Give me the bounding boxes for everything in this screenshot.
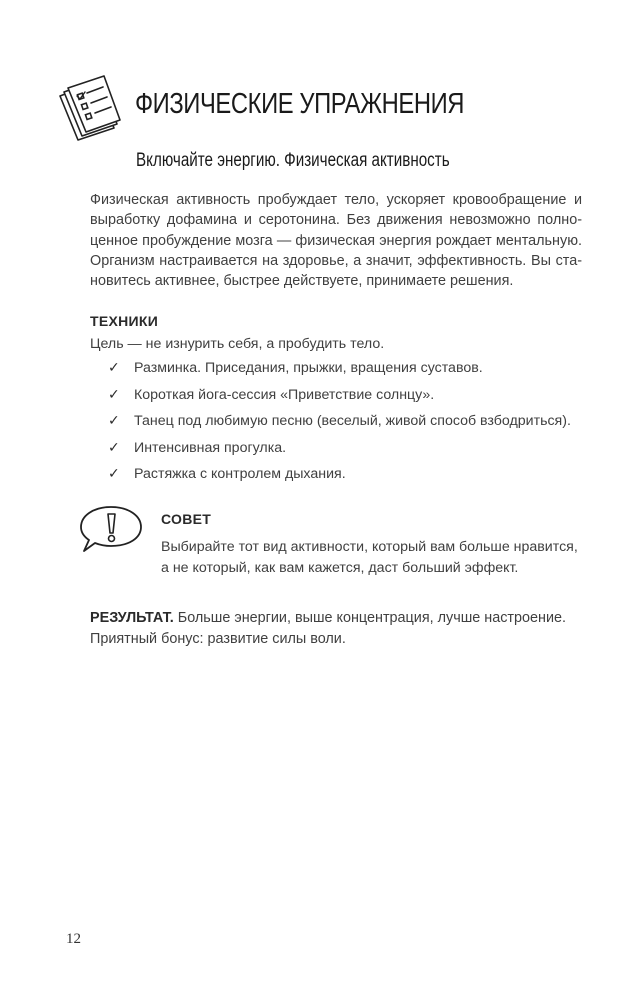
checkmark-icon: ✓ (108, 439, 120, 456)
tip-text: Выбирайте тот вид активности, который вам больше нравится, а не который, как вам кажется, даст больший эффект. (161, 539, 578, 576)
techniques-heading: ТЕХНИКИ (90, 313, 159, 329)
list-item-text: Танец под любимую песню (веселый, живой способ взбодриться). (134, 413, 571, 430)
list-item-text: Разминка. Приседания, прыжки, вращения суставов. (134, 360, 483, 376)
list-item-text: Интенсивная прогулка. (134, 439, 287, 456)
list-item (108, 440, 571, 467)
result-paragraph (90, 608, 582, 650)
checklist-papers-icon (56, 72, 126, 142)
result-text: Больше энергии, выше концентрация, лучше настроение. Приятный бонус: развитие силы воли. (90, 610, 566, 647)
checkmark-icon: ✓ (108, 386, 120, 403)
list-item (108, 387, 571, 414)
result-label: РЕЗУЛЬТАТ. (90, 610, 174, 626)
page-title: ФИЗИЧЕСКИЕ УПРАЖНЕНИЯ (135, 88, 465, 120)
page-subtitle: Включайте энергию. Физическая активность (136, 150, 450, 171)
list-item (108, 466, 571, 493)
tip-heading: СОВЕТ (161, 511, 212, 527)
checkmark-icon: ✓ (108, 466, 120, 483)
techniques-list (108, 360, 571, 493)
list-item (108, 360, 571, 387)
checkmark-icon: ✓ (108, 413, 120, 430)
exclamation-speech-bubble-icon (78, 504, 144, 554)
page-number: 12 (66, 931, 81, 947)
intro-paragraph: Физическая активность пробуждает тело, ускоряет кровообращение и выработку дофамина и серотонина. Без движения невозможно полноценное пробуждение мозга — физическая энергия рождает ментальную. Организм настраивается на здоровье, а значит, эффективность. Вы становитесь активнее, быстрее действуете, принимаете решения. (90, 192, 582, 290)
techniques-intro: Цель — не изнурить себя, а пробудить тело. (90, 336, 385, 352)
list-item-text: Растяжка с контролем дыхания. (134, 466, 346, 483)
checkmark-icon: ✓ (108, 360, 120, 376)
list-item (108, 413, 571, 440)
list-item-text: Короткая йога-сессия «Приветствие солнцу». (134, 386, 435, 403)
